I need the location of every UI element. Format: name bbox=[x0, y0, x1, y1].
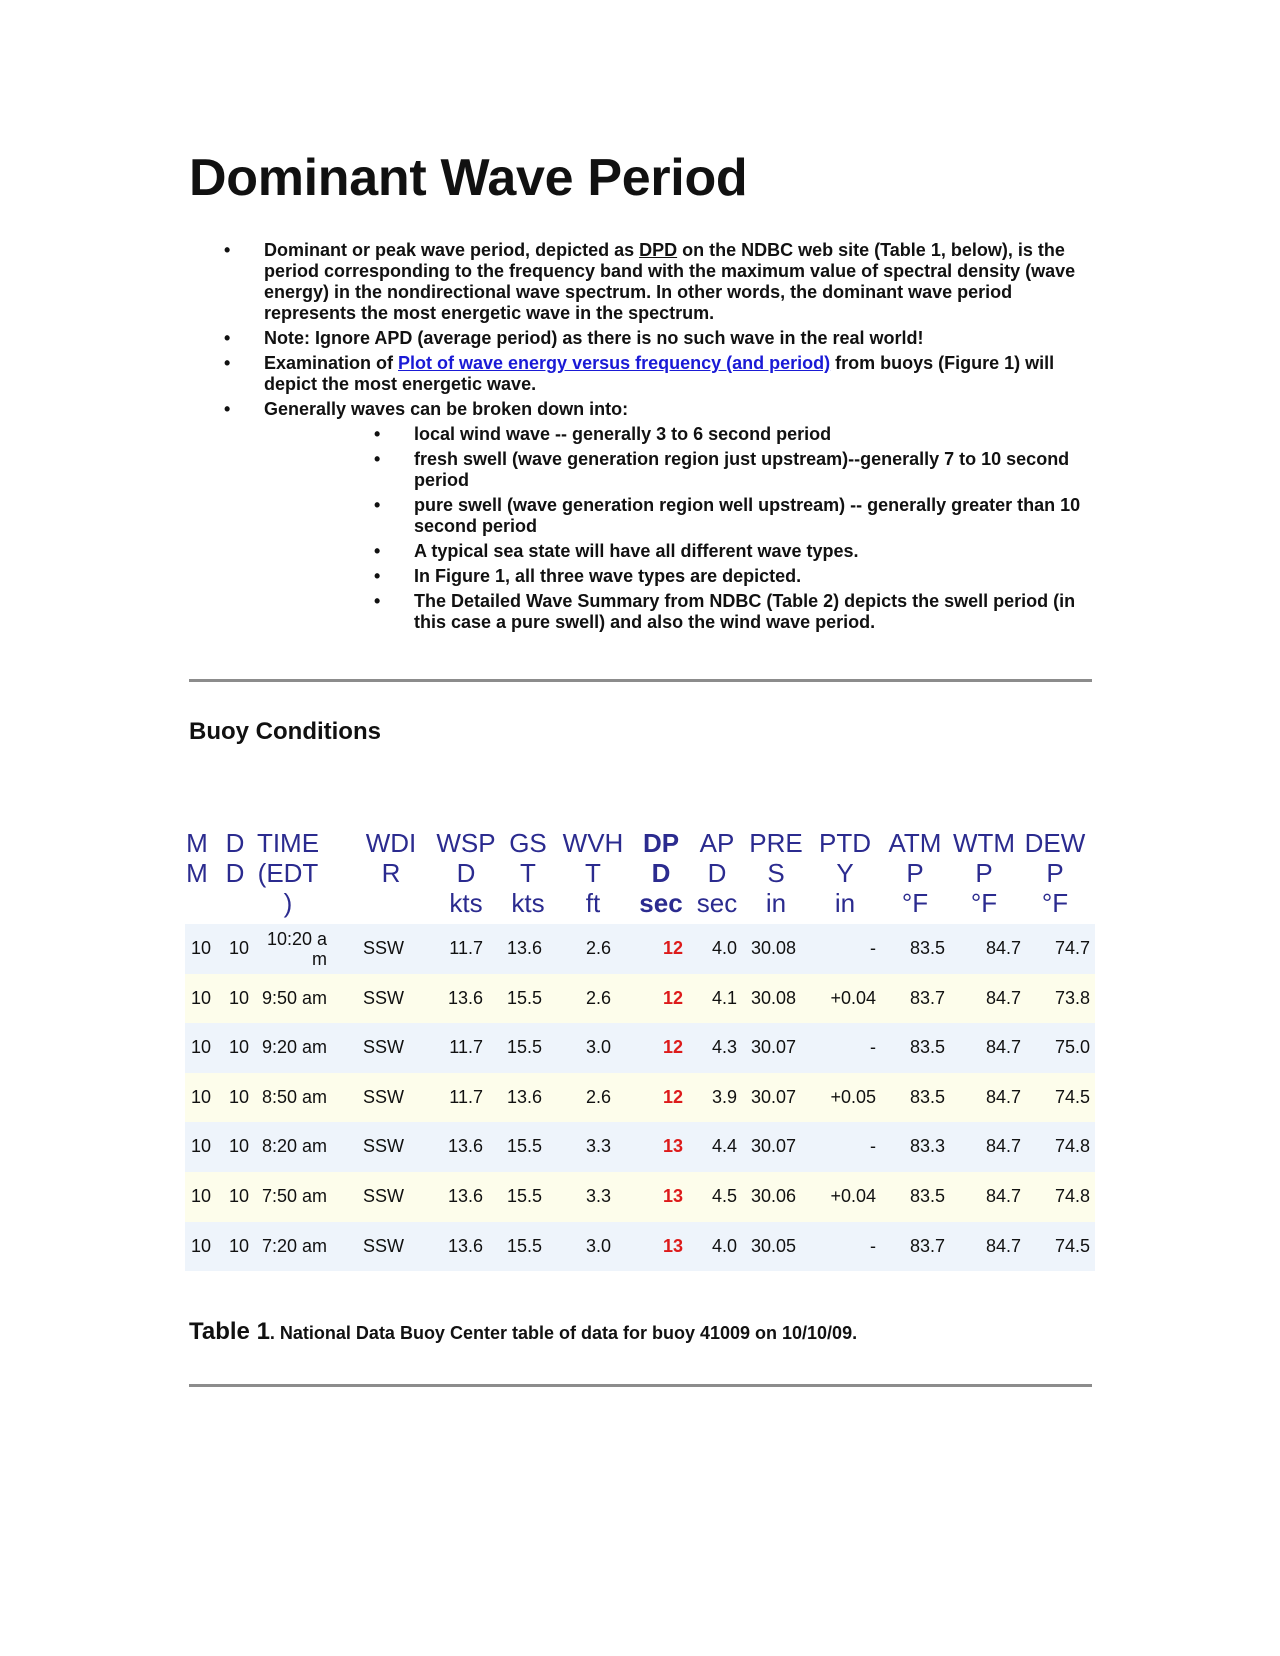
column-header-dd: D D bbox=[225, 828, 245, 888]
cell-apd: 4.3 bbox=[711, 1037, 737, 1058]
cell-ptdy: - bbox=[870, 938, 876, 958]
column-header-pres: PRE S in bbox=[749, 828, 803, 918]
cell-wspd: 13.6 bbox=[447, 1136, 483, 1157]
table-row bbox=[185, 1172, 1095, 1222]
cell-dd: 10 bbox=[228, 1086, 249, 1107]
cell-dewp: 73.8 bbox=[1054, 987, 1090, 1008]
table-row bbox=[185, 1023, 1095, 1073]
cell-wspd: 13.6 bbox=[447, 1185, 483, 1206]
table-row bbox=[185, 1122, 1095, 1172]
bullet-item bbox=[189, 353, 1099, 395]
sub-bullet-item: • local wind wave -- generally 3 to 6 second period bbox=[189, 424, 1099, 445]
sub-bullet-item: • fresh swell (wave generation region just upstream)--generally 7 to 10 second period bbox=[189, 449, 1099, 491]
cell-wtmp: 84.7 bbox=[985, 1235, 1021, 1256]
cell-mm: 10 bbox=[190, 987, 211, 1008]
cell-wtmp: 84.7 bbox=[985, 1185, 1021, 1206]
cell-pres: 30.08 bbox=[751, 938, 797, 958]
cell-dpd: 12 bbox=[662, 1037, 683, 1058]
cell-dd: 10 bbox=[228, 1136, 249, 1157]
cell-dewp: 74.8 bbox=[1054, 1185, 1090, 1206]
cell-dd: 10 bbox=[228, 1235, 249, 1256]
cell-dewp: 74.7 bbox=[1054, 938, 1090, 958]
cell-gst: 15.5 bbox=[507, 1037, 543, 1058]
cell-apd: 3.9 bbox=[711, 1086, 737, 1107]
table-row bbox=[185, 924, 1095, 974]
table-caption bbox=[189, 1318, 857, 1346]
cell-wvht: 2.6 bbox=[585, 1086, 611, 1107]
cell-wspd: 13.6 bbox=[447, 987, 483, 1008]
cell-atmp: 83.3 bbox=[909, 1136, 945, 1157]
cell-wspd: 11.7 bbox=[449, 1086, 483, 1107]
bullet-text: Dominant or peak wave period, depicted as bbox=[264, 240, 640, 260]
cell-dpd: 13 bbox=[662, 1136, 683, 1157]
cell-wdir: SSW bbox=[363, 987, 405, 1008]
cell-wtmp: 84.7 bbox=[985, 987, 1021, 1008]
column-header-time: TIME (EDT ) bbox=[256, 828, 320, 918]
cell-dewp: 74.8 bbox=[1054, 1136, 1090, 1157]
cell-atmp: 83.5 bbox=[909, 938, 945, 958]
cell-ptdy: +0.04 bbox=[830, 987, 876, 1008]
column-header-wspd: WSP D kts bbox=[436, 828, 496, 918]
column-header-wvht: WVH T ft bbox=[562, 828, 624, 918]
cell-dd: 10 bbox=[228, 987, 249, 1008]
bullet-text: from buoys (Figure 1) will depict the most energetic wave. bbox=[264, 353, 1055, 394]
cell-wvht: 3.0 bbox=[585, 1235, 611, 1256]
cell-wdir: SSW bbox=[363, 1136, 405, 1157]
horizontal-divider bbox=[189, 679, 1092, 682]
cell-dpd: 12 bbox=[662, 938, 683, 958]
cell-wvht: 2.6 bbox=[585, 987, 611, 1008]
cell-wvht: 2.6 bbox=[585, 938, 611, 958]
column-header-atmp: ATM P °F bbox=[888, 828, 942, 918]
cell-atmp: 83.7 bbox=[909, 987, 945, 1008]
table-header bbox=[185, 828, 1095, 924]
cell-mm: 10 bbox=[190, 1235, 211, 1256]
cell-mm: 10 bbox=[190, 1185, 211, 1206]
cell-apd: 4.0 bbox=[711, 1235, 737, 1256]
cell-gst: 15.5 bbox=[507, 1185, 543, 1206]
cell-dpd: 12 bbox=[662, 987, 683, 1008]
cell-dpd: 12 bbox=[662, 1086, 683, 1107]
cell-time: 8:50 am bbox=[261, 1086, 327, 1107]
sub-bullet-item: • A typical sea state will have all different wave types. bbox=[189, 541, 1099, 562]
buoy-conditions-table bbox=[185, 828, 1095, 1271]
sub-bullet-item: • In Figure 1, all three wave types are depicted. bbox=[189, 566, 1099, 587]
cell-ptdy: - bbox=[870, 1037, 876, 1058]
cell-time: 9:50 am bbox=[261, 987, 327, 1008]
cell-wdir: SSW bbox=[363, 1086, 405, 1107]
bullet-text: Generally waves can be broken down into: bbox=[264, 399, 629, 419]
page-title: Dominant Wave Period bbox=[189, 149, 748, 207]
cell-pres: 30.08 bbox=[751, 987, 797, 1008]
cell-atmp: 83.5 bbox=[909, 1037, 945, 1058]
cell-wspd: 13.6 bbox=[447, 1235, 483, 1256]
bullet-text: Examination of bbox=[264, 353, 399, 373]
caption-label: Table 1 bbox=[189, 1318, 270, 1345]
column-header-apd: AP D sec bbox=[696, 828, 738, 918]
cell-apd: 4.1 bbox=[711, 987, 737, 1008]
table-row bbox=[185, 974, 1095, 1024]
cell-atmp: 83.5 bbox=[909, 1185, 945, 1206]
cell-dewp: 74.5 bbox=[1054, 1086, 1090, 1107]
cell-apd: 4.5 bbox=[711, 1185, 737, 1206]
cell-time: 8:20 am bbox=[261, 1136, 327, 1157]
cell-wdir: SSW bbox=[363, 938, 405, 958]
cell-time: 7:20 am bbox=[261, 1235, 327, 1256]
bullet-item bbox=[189, 328, 1099, 349]
caption-text: . National Data Buoy Center table of data for buoy 41009 on 10/10/09. bbox=[269, 1323, 858, 1343]
bullet-item bbox=[189, 240, 1099, 324]
cell-wdir: SSW bbox=[363, 1235, 405, 1256]
sub-bullet-item: • The Detailed Wave Summary from NDBC (Table 2) depicts the swell period (in this case a pure swell) and also the wind wave period. bbox=[189, 591, 1099, 633]
cell-pres: 30.06 bbox=[751, 1185, 797, 1206]
cell-apd: 4.0 bbox=[711, 938, 737, 958]
cell-dd: 10 bbox=[228, 938, 249, 958]
cell-ptdy: - bbox=[870, 1136, 876, 1157]
cell-dd: 10 bbox=[228, 1037, 249, 1058]
cell-mm: 10 bbox=[190, 1037, 211, 1058]
cell-dewp: 74.5 bbox=[1054, 1235, 1090, 1256]
column-header-ptdy: PTD Y in bbox=[819, 828, 871, 918]
column-header-wtmp: WTM P °F bbox=[952, 828, 1016, 918]
cell-pres: 30.07 bbox=[751, 1136, 797, 1157]
column-header-wdir: WDI R bbox=[365, 828, 417, 888]
cell-gst: 13.6 bbox=[507, 1086, 543, 1107]
cell-atmp: 83.5 bbox=[909, 1086, 945, 1107]
cell-wdir: SSW bbox=[363, 1037, 405, 1058]
cell-time: 7:50 am bbox=[261, 1185, 327, 1206]
cell-pres: 30.07 bbox=[751, 1037, 797, 1058]
table-body bbox=[185, 924, 1095, 1271]
cell-ptdy: +0.04 bbox=[830, 1185, 876, 1206]
wave-energy-plot-link[interactable]: Plot of wave energy versus frequency (and period) bbox=[398, 353, 831, 373]
cell-dd: 10 bbox=[228, 1185, 249, 1206]
cell-wdir: SSW bbox=[363, 1185, 405, 1206]
dpd-term: DPD bbox=[639, 240, 678, 260]
cell-gst: 15.5 bbox=[507, 987, 543, 1008]
cell-wspd: 11.7 bbox=[449, 1037, 483, 1058]
column-header-gst: GS T kts bbox=[509, 828, 547, 918]
bullet-item bbox=[189, 399, 1099, 420]
cell-pres: 30.05 bbox=[751, 1235, 797, 1256]
bullet-text: on the NDBC web site (Table 1, below), is the period corresponding to the frequency band with the maximum value of spectral density (wave energy) in the nondirectional wave spectrum. In other words, the dominant wave period represents the most energetic wave in the spectrum. bbox=[264, 240, 1076, 323]
column-header-dewp: DEW P °F bbox=[1024, 828, 1086, 918]
cell-wtmp: 84.7 bbox=[985, 1037, 1021, 1058]
cell-wtmp: 84.7 bbox=[985, 1136, 1021, 1157]
cell-gst: 13.6 bbox=[507, 938, 543, 958]
column-header-dpd: DP D sec bbox=[639, 828, 683, 918]
cell-gst: 15.5 bbox=[507, 1136, 543, 1157]
cell-mm: 10 bbox=[190, 1086, 211, 1107]
cell-ptdy: +0.05 bbox=[830, 1086, 876, 1107]
sub-bullet-item: • pure swell (wave generation region well upstream) -- generally greater than 10 second period bbox=[189, 495, 1099, 537]
bullet-text: Note: Ignore APD (average period) as there is no such wave in the real world! bbox=[264, 328, 924, 348]
bullet-list bbox=[189, 240, 1099, 637]
cell-ptdy: - bbox=[870, 1235, 876, 1256]
cell-wtmp: 84.7 bbox=[985, 1086, 1021, 1107]
table-row bbox=[185, 1073, 1095, 1123]
cell-time: 9:20 am bbox=[261, 1037, 327, 1058]
cell-wvht: 3.3 bbox=[585, 1185, 611, 1206]
column-header-mm: M M bbox=[186, 828, 208, 888]
cell-mm: 10 bbox=[190, 1136, 211, 1157]
cell-pres: 30.07 bbox=[751, 1086, 797, 1107]
cell-apd: 4.4 bbox=[711, 1136, 737, 1157]
cell-mm: 10 bbox=[190, 938, 211, 958]
table-row bbox=[185, 1222, 1095, 1272]
cell-wvht: 3.3 bbox=[585, 1136, 611, 1157]
cell-wspd: 11.7 bbox=[449, 938, 483, 958]
cell-dpd: 13 bbox=[662, 1235, 683, 1256]
cell-dewp: 75.0 bbox=[1054, 1037, 1090, 1058]
section-title: Buoy Conditions bbox=[189, 718, 381, 745]
cell-atmp: 83.7 bbox=[909, 1235, 945, 1256]
cell-gst: 15.5 bbox=[507, 1235, 543, 1256]
cell-wvht: 3.0 bbox=[585, 1037, 611, 1058]
horizontal-divider bbox=[189, 1384, 1092, 1387]
cell-time: 10:20 a m bbox=[266, 929, 327, 969]
cell-dpd: 13 bbox=[662, 1185, 683, 1206]
cell-wtmp: 84.7 bbox=[985, 938, 1021, 958]
